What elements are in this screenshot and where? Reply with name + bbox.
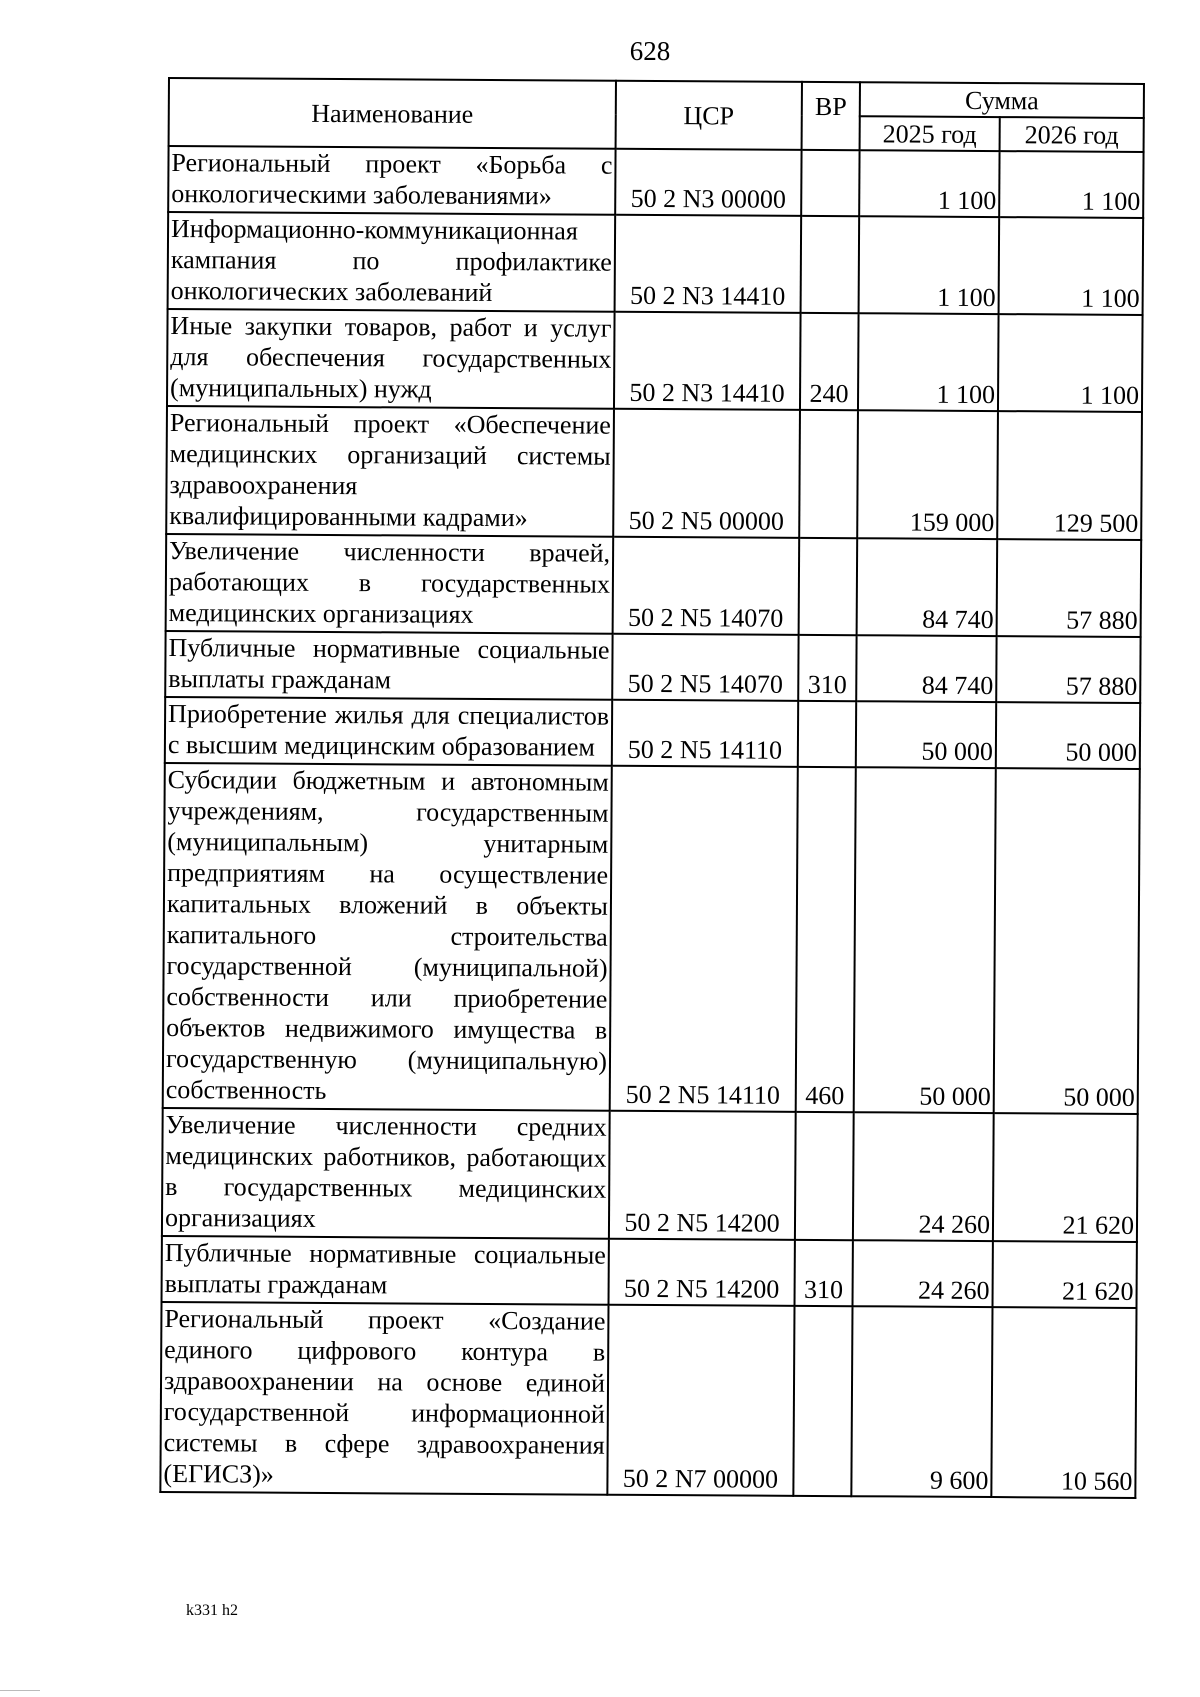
cell-name: Увеличение численности врачей, работающих в государственных медицинских организациях bbox=[166, 534, 614, 634]
table-row bbox=[162, 1236, 1137, 1308]
cell-sum-2026: 57 880 bbox=[997, 539, 1142, 637]
cell-csr: 50 2 N7 00000 bbox=[607, 1305, 794, 1496]
cell-sum-2025: 24 260 bbox=[853, 1112, 994, 1241]
cell-csr: 50 2 N5 14070 bbox=[612, 634, 798, 701]
scan-edge-mark bbox=[0, 1690, 40, 1691]
header-year-2025: 2025 год bbox=[860, 116, 1000, 151]
table-row bbox=[162, 1108, 1138, 1242]
cell-csr: 50 2 N5 14070 bbox=[613, 537, 800, 635]
table-row bbox=[167, 309, 1143, 412]
table-row bbox=[163, 763, 1140, 1114]
cell-sum-2025: 1 100 bbox=[859, 216, 1000, 314]
cell-name: Информационно-коммуникационная кампания по профилактике онкологических заболеваний bbox=[168, 212, 616, 312]
cell-name: Субсидии бюджетным и автономным учреждениям, государственным (муниципальным) унитарным предприятиям на осуществление капитальных вложений в объекты капитального строительства государственной (муниципальной) собственности или приобретение объектов недвижимого имущества в государственную (муниципальную) собственность bbox=[163, 763, 612, 1111]
cell-sum-2025: 9 600 bbox=[851, 1306, 992, 1497]
cell-csr: 50 2 N3 00000 bbox=[615, 149, 801, 216]
cell-csr: 50 2 N5 00000 bbox=[613, 409, 800, 538]
cell-csr: 50 2 N5 14200 bbox=[609, 1239, 795, 1306]
cell-sum-2025: 84 740 bbox=[857, 538, 998, 636]
cell-sum-2026: 1 100 bbox=[999, 217, 1144, 315]
cell-vr bbox=[799, 538, 858, 635]
cell-vr bbox=[801, 150, 859, 216]
cell-name: Региональный проект «Обеспечение медицинских организаций системы здравоохранения квалифицированными кадрами» bbox=[166, 406, 614, 537]
cell-sum-2025: 1 100 bbox=[858, 313, 999, 411]
table-row bbox=[165, 697, 1140, 769]
footer-code: k331 h2 bbox=[186, 1602, 238, 1619]
cell-vr: 460 bbox=[796, 767, 856, 1112]
table-row bbox=[160, 1302, 1136, 1498]
table-row bbox=[166, 534, 1142, 637]
cell-sum-2026: 1 100 bbox=[998, 314, 1143, 412]
table-row bbox=[168, 212, 1144, 315]
cell-sum-2026: 50 000 bbox=[996, 702, 1140, 769]
cell-vr bbox=[793, 1306, 852, 1496]
cell-name: Региональный проект «Создание единого цифрового контура в здравоохранении на основе единой государственной информационной системы в сфере здравоохранения (ЕГИСЗ)» bbox=[160, 1302, 608, 1495]
header-year-2026: 2026 год bbox=[1000, 117, 1144, 152]
cell-vr bbox=[795, 1112, 854, 1240]
header-sum: Сумма bbox=[860, 82, 1144, 118]
table-row bbox=[165, 631, 1140, 703]
cell-name: Региональный проект «Борьба с онкологическими заболеваниями» bbox=[168, 146, 615, 215]
cell-csr: 50 2 N3 14410 bbox=[615, 215, 802, 313]
cell-sum-2025: 50 000 bbox=[856, 701, 996, 768]
page-number: 628 bbox=[629, 36, 671, 66]
budget-table bbox=[159, 77, 1145, 1499]
cell-vr bbox=[801, 216, 860, 313]
cell-sum-2025: 24 260 bbox=[853, 1240, 993, 1307]
cell-sum-2026: 21 620 bbox=[993, 1113, 1138, 1242]
table-body bbox=[160, 146, 1143, 1498]
cell-sum-2026: 57 880 bbox=[996, 636, 1140, 703]
table-header bbox=[169, 78, 1144, 152]
table-row bbox=[166, 406, 1142, 540]
cell-name: Иные закупки товаров, работ и услуг для обеспечения государственных (муниципальных) нужд bbox=[167, 309, 615, 409]
cell-vr: 240 bbox=[800, 313, 859, 410]
cell-sum-2026: 1 100 bbox=[999, 151, 1143, 218]
cell-vr bbox=[798, 701, 856, 767]
cell-csr: 50 2 N3 14410 bbox=[614, 312, 801, 410]
cell-sum-2026: 50 000 bbox=[994, 768, 1140, 1114]
cell-vr: 310 bbox=[795, 1240, 853, 1306]
cell-csr: 50 2 N5 14200 bbox=[609, 1111, 796, 1240]
cell-sum-2025: 50 000 bbox=[854, 767, 996, 1113]
cell-name: Публичные нормативные социальные выплаты гражданам bbox=[165, 631, 612, 700]
header-name: Наименование bbox=[169, 78, 616, 149]
cell-name: Публичные нормативные социальные выплаты гражданам bbox=[162, 1236, 609, 1305]
cell-vr bbox=[799, 410, 858, 538]
cell-csr: 50 2 N5 14110 bbox=[612, 700, 798, 767]
cell-sum-2025: 84 740 bbox=[856, 635, 996, 702]
cell-sum-2026: 21 620 bbox=[993, 1241, 1137, 1308]
cell-csr: 50 2 N5 14110 bbox=[610, 766, 798, 1112]
cell-name: Увеличение численности средних медицинских работников, работающих в государственных медицинских организациях bbox=[162, 1108, 610, 1239]
cell-sum-2025: 1 100 bbox=[859, 150, 999, 217]
cell-vr: 310 bbox=[798, 635, 856, 701]
header-vr: ВР bbox=[802, 82, 860, 150]
cell-sum-2025: 159 000 bbox=[857, 410, 998, 539]
cell-name: Приобретение жилья для специалистов с высшим медицинским образованием bbox=[165, 697, 612, 766]
table-row bbox=[168, 146, 1143, 218]
cell-sum-2026: 129 500 bbox=[997, 411, 1142, 540]
cell-sum-2026: 10 560 bbox=[991, 1307, 1136, 1498]
header-csr: ЦСР bbox=[616, 81, 802, 150]
